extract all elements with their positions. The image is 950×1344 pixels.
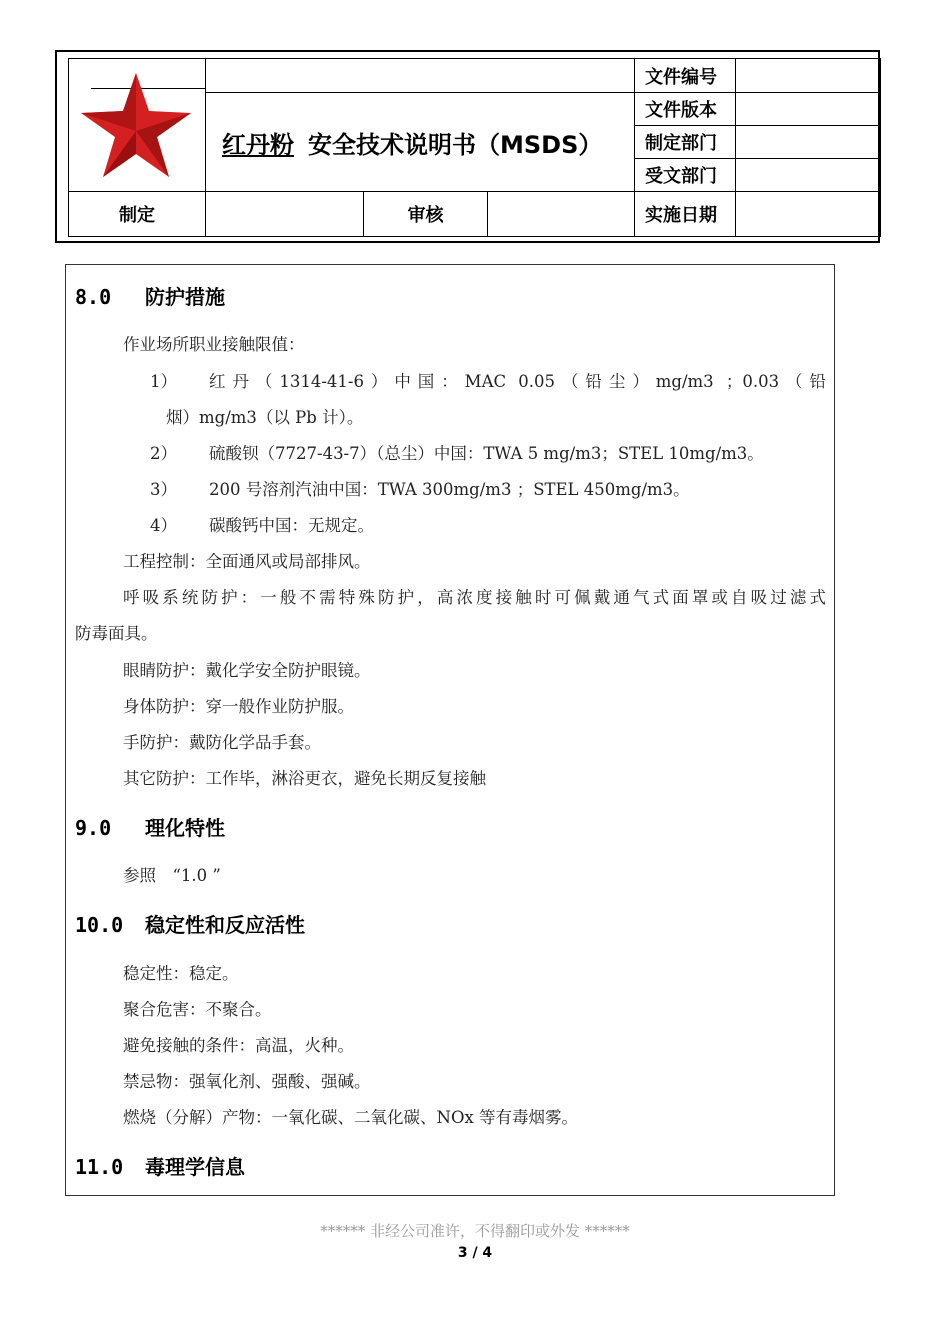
red-star-icon — [79, 71, 193, 181]
title-top-cell — [206, 59, 635, 93]
eye-protection: 眼睛防护：戴化学安全防护眼镜。 — [123, 661, 371, 680]
list-item-number: 1） — [150, 372, 177, 391]
doc-version-value — [736, 93, 881, 126]
doc-no-label: 文件编号 — [635, 59, 736, 93]
section-title: 防护措施 — [145, 285, 225, 309]
content-box — [65, 264, 835, 1196]
section-number: 10.0 — [75, 913, 124, 937]
section-number: 8.0 — [75, 285, 112, 309]
list-item-number: 2） — [150, 444, 177, 463]
document-title — [206, 93, 635, 192]
section-number: 9.0 — [75, 816, 112, 840]
document-header — [68, 58, 881, 237]
title-text: 安全技术说明书（MSDS） — [308, 130, 603, 159]
receiving-dept-label: 受文部门 — [635, 159, 736, 192]
list-item-text: 碳酸钙中国：无规定。 — [209, 516, 374, 535]
list-item-text: 红丹（1314-41-6）中国：MAC 0.05（铅尘）mg/m3 ；0.03（铅 — [209, 372, 826, 391]
section-title: 稳定性和反应活性 — [145, 913, 305, 937]
section-heading-10 — [75, 909, 305, 938]
effective-date-value — [736, 192, 881, 237]
section-number: 11.0 — [75, 1155, 124, 1179]
stability-line: 聚合危害：不聚合。 — [123, 1000, 272, 1019]
section-heading-9 — [75, 812, 225, 841]
company-logo — [69, 59, 206, 192]
effective-date-label: 实施日期 — [635, 192, 736, 237]
confidentiality-note: ****** 非经公司准许，不得翻印或外发 ****** — [320, 1222, 630, 1240]
doc-no-value — [736, 59, 881, 93]
list-item-number: 3） — [150, 480, 177, 499]
list-item-continuation: 烟）mg/m3（以 Pb 计）。 — [166, 408, 364, 427]
stability-line: 稳定性：稳定。 — [123, 964, 239, 983]
dept-label: 制定部门 — [635, 126, 736, 159]
body-protection: 身体防护：穿一般作业防护服。 — [123, 697, 354, 716]
hand-protection: 手防护：戴防化学品手套。 — [123, 733, 321, 752]
engineering-control: 工程控制：全面通风或局部排风。 — [123, 552, 371, 571]
reviewed-by-value — [488, 192, 635, 237]
list-item-number: 4） — [150, 516, 177, 535]
section-heading-11 — [75, 1151, 245, 1180]
receiving-dept-value — [736, 159, 881, 192]
reference-text: 参照 “1.0 ” — [123, 866, 221, 885]
made-by-value — [206, 192, 364, 237]
section-title: 理化特性 — [145, 816, 225, 840]
section-title: 毒理学信息 — [145, 1155, 245, 1179]
respiratory-protection: 呼吸系统防护：一般不需特殊防护，高浓度接触时可佩戴通气式面罩或自吸过滤式 — [123, 588, 826, 607]
stability-line: 燃烧（分解）产物：一氧化碳、二氧化碳、NOx 等有毒烟雾。 — [123, 1108, 579, 1127]
stability-line: 避免接触的条件：高温，火种。 — [123, 1036, 354, 1055]
respiratory-protection-continuation: 防毒面具。 — [75, 624, 158, 643]
list-item-text: 200 号溶剂汽油中国：TWA 300mg/m3 ；STEL 450mg/m3。 — [209, 480, 690, 499]
other-protection: 其它防护：工作毕，淋浴更衣，避免长期反复接触 — [123, 769, 486, 788]
dept-value — [736, 126, 881, 159]
reviewed-by-label: 审核 — [364, 192, 488, 237]
stability-line: 禁忌物：强氧化剂、强酸、强碱。 — [123, 1072, 371, 1091]
made-by-label: 制定 — [69, 192, 206, 237]
exposure-limits-intro: 作业场所职业接触限值： — [123, 335, 305, 354]
page-number: 3 / 4 — [457, 1245, 493, 1261]
section-heading-8 — [75, 281, 225, 310]
doc-version-label: 文件版本 — [635, 93, 736, 126]
product-name: 红丹粉 — [222, 130, 294, 159]
list-item-text: 硫酸钡（7727-43-7）（总尘）中国：TWA 5 mg/m3；STEL 10mg/m3。 — [209, 444, 764, 463]
